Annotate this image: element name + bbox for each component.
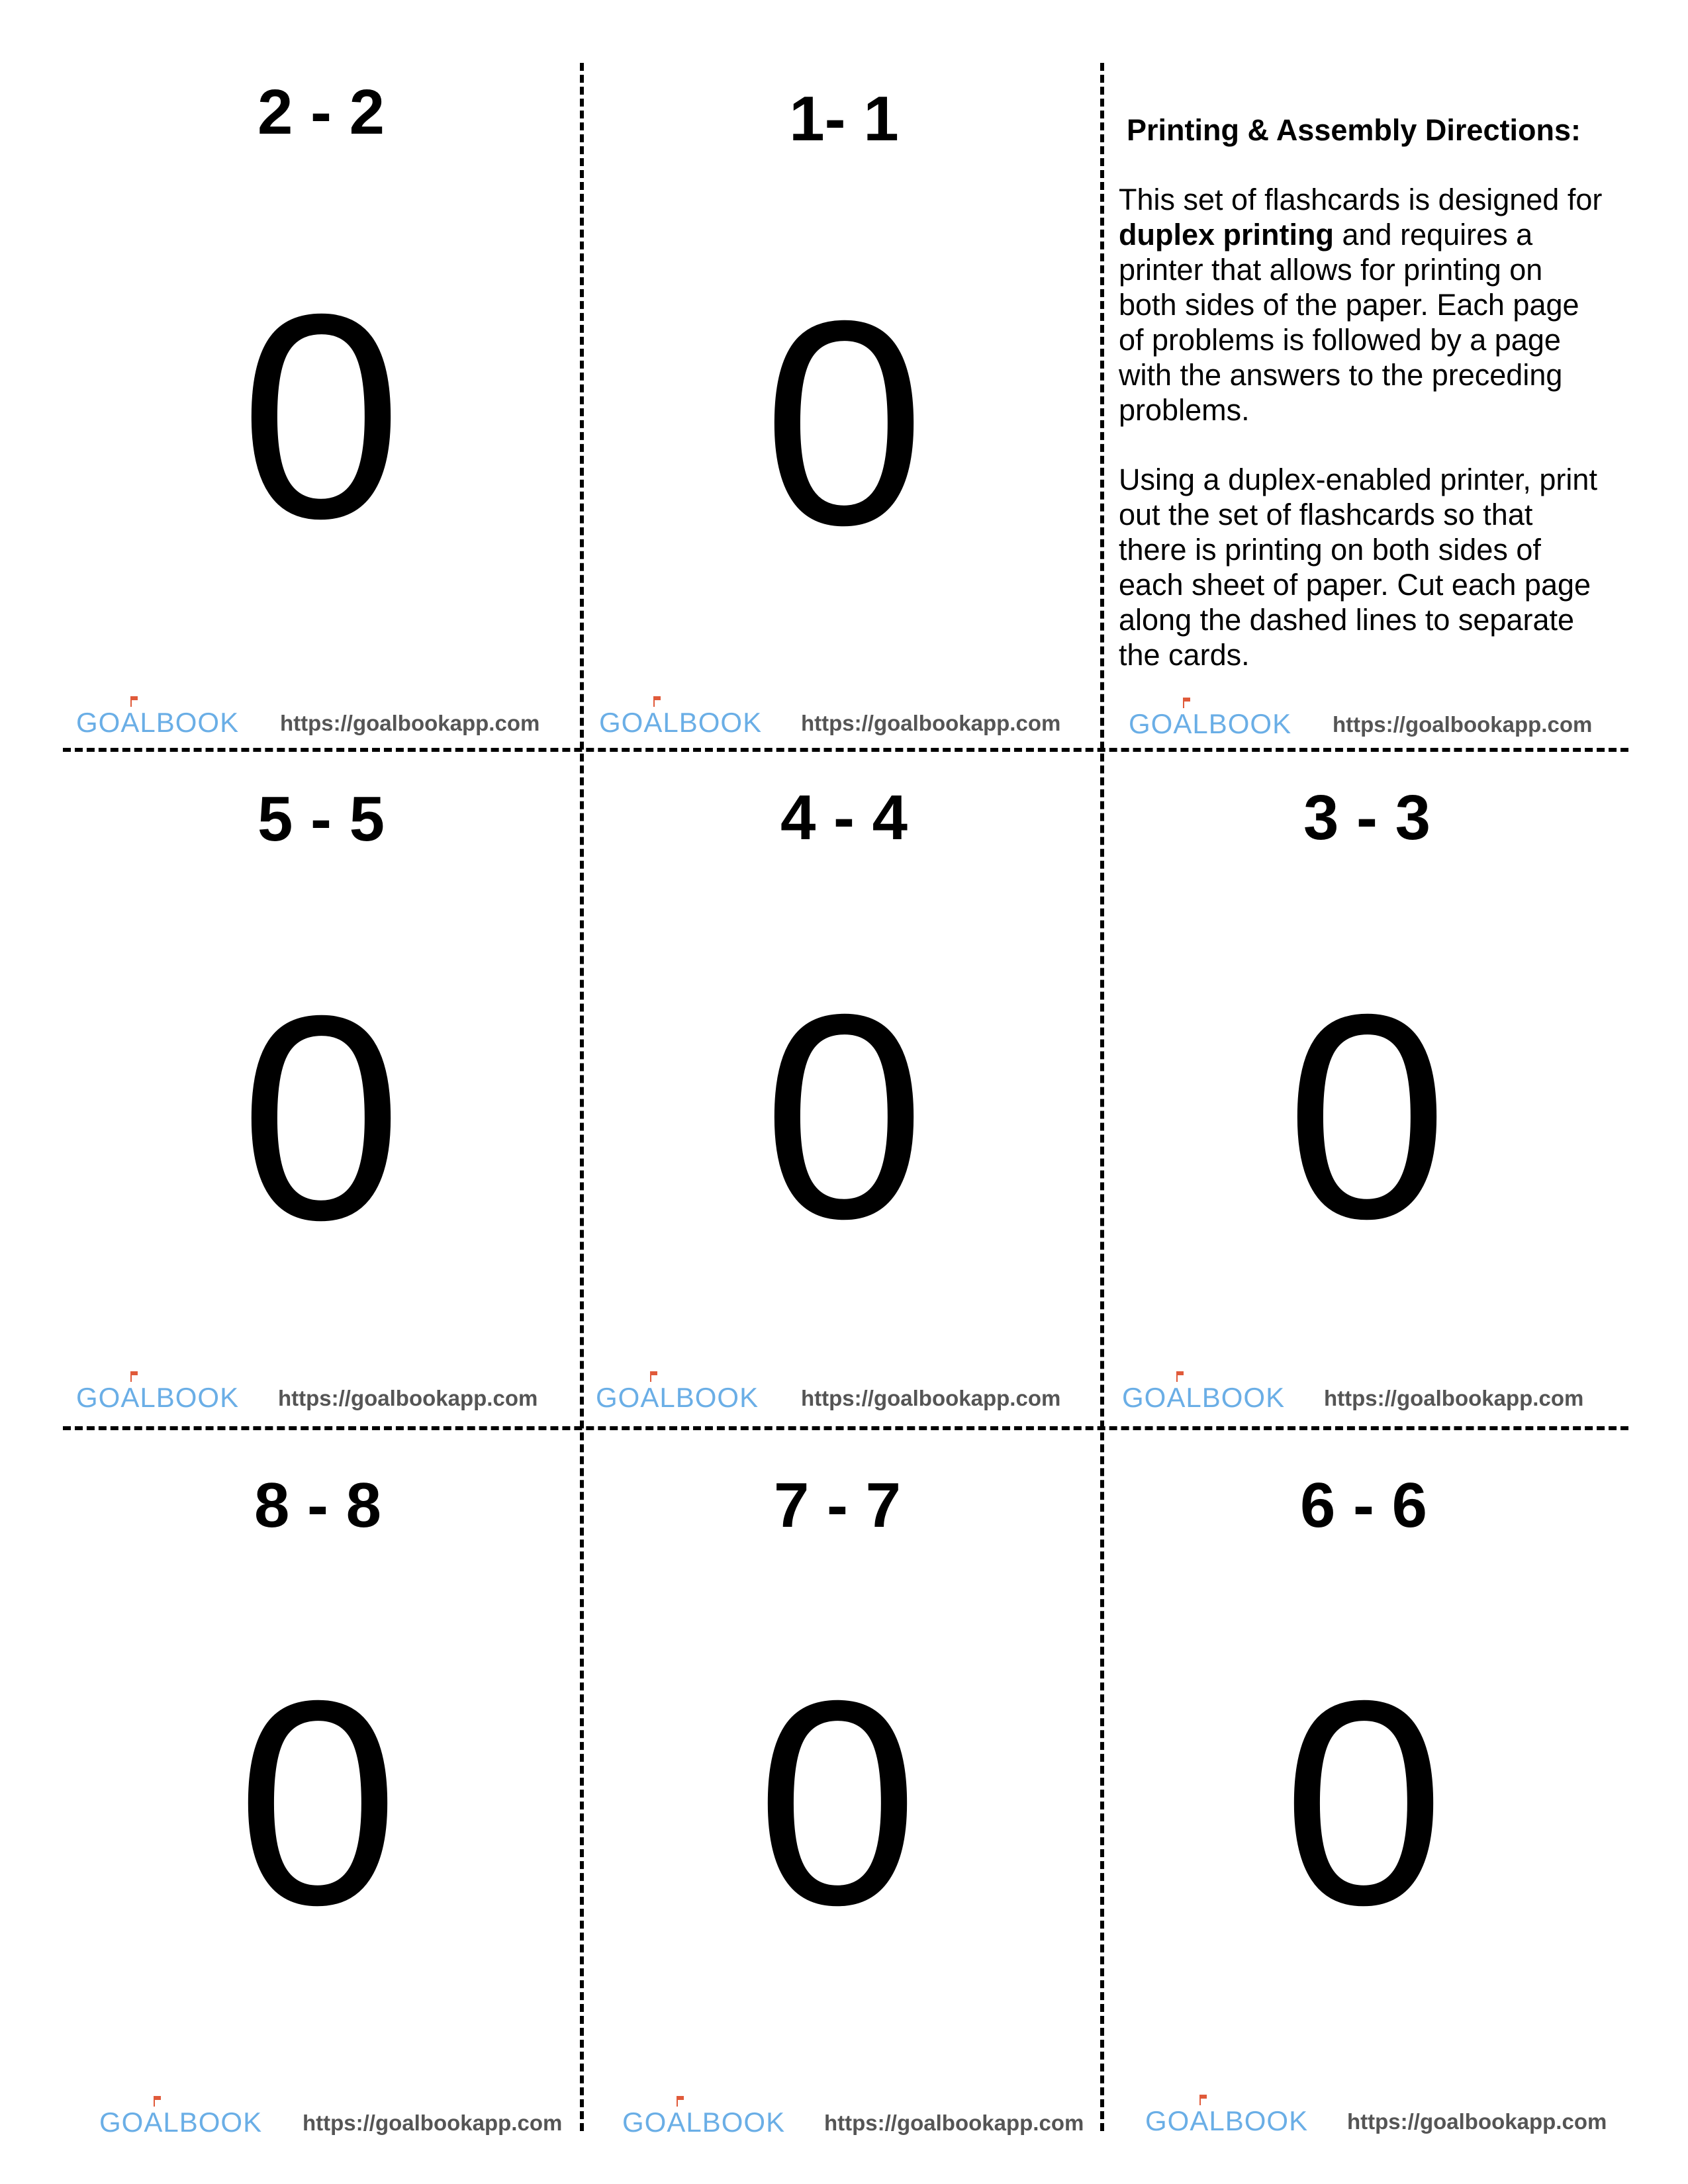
- website-url: https://goalbookapp.com: [303, 2111, 563, 2135]
- flag-icon: [650, 1371, 651, 1382]
- problem-text: 8 - 8: [254, 1470, 382, 1541]
- problem-text: 1- 1: [789, 83, 899, 154]
- website-url: https://goalbookapp.com: [278, 1386, 538, 1410]
- website-url: https://goalbookapp.com: [801, 711, 1061, 735]
- flag-icon: [154, 2096, 155, 2107]
- website-url: https://goalbookapp.com: [280, 711, 540, 735]
- flag-icon: [130, 1371, 132, 1382]
- card-footer: [60, 702, 583, 748]
- duplex-emphasis: duplex printing: [1119, 218, 1334, 251]
- answer-text: 0: [763, 954, 925, 1279]
- website-url: https://goalbookapp.com: [1347, 2109, 1607, 2134]
- flashcard: [60, 0, 583, 748]
- answer-text: 0: [240, 956, 402, 1281]
- goalbook-logo: GO ALBOOK: [599, 707, 762, 739]
- flashcard: [583, 0, 1105, 748]
- flag-icon: [130, 696, 132, 707]
- flashcard: [1105, 748, 1628, 1426]
- problem-text: 4 - 4: [780, 782, 908, 853]
- goalbook-logo: GO ALBOOK: [622, 2107, 785, 2138]
- website-url: https://goalbookapp.com: [1324, 1386, 1584, 1410]
- card-footer: [576, 2101, 1099, 2148]
- goalbook-logo: GO ALBOOK: [1145, 2105, 1308, 2137]
- goalbook-logo: GO ALBOOK: [596, 1382, 759, 1414]
- card-footer: [56, 2101, 579, 2148]
- goalbook-logo: GO ALBOOK: [76, 707, 239, 739]
- answer-text: 0: [240, 254, 402, 579]
- website-url: https://goalbookapp.com: [1333, 712, 1593, 737]
- problem-text: 3 - 3: [1303, 782, 1431, 853]
- card-footer: [60, 1377, 583, 1423]
- flashcard: [56, 1426, 579, 2154]
- flag-icon: [1183, 698, 1184, 708]
- goalbook-logo: GO ALBOOK: [1122, 1382, 1285, 1414]
- website-url: https://goalbookapp.com: [801, 1386, 1061, 1410]
- directions-title: Printing & Assembly Directions:: [1127, 113, 1581, 147]
- problem-text: 2 - 2: [257, 77, 385, 148]
- flashcard: [1102, 1426, 1625, 2154]
- card-footer: [1105, 1377, 1628, 1423]
- flag-icon: [1176, 1371, 1178, 1382]
- answer-text: 0: [756, 1641, 919, 1966]
- problem-text: 5 - 5: [257, 784, 385, 854]
- answer-text: 0: [1282, 1641, 1445, 1966]
- directions-paragraph: This set of flashcards is designed for duplex printing and requires a printer that allows for printing on both sides of the paper. Each page of problems is followed by a page with the answers to the preceding problems.: [1119, 183, 1603, 427]
- card-footer: [583, 702, 1105, 748]
- flag-icon: [1199, 2095, 1201, 2105]
- problem-text: 7 - 7: [773, 1470, 902, 1541]
- problem-text: 6 - 6: [1299, 1470, 1428, 1541]
- flag-icon: [653, 696, 655, 707]
- flag-icon: [677, 2096, 678, 2107]
- card-footer: [1112, 703, 1635, 749]
- flashcard: [60, 748, 583, 1426]
- goalbook-logo: GO ALBOOK: [76, 1382, 239, 1414]
- flashcard: [583, 748, 1105, 1426]
- flashcard: [576, 1426, 1099, 2154]
- goalbook-logo: GO ALBOOK: [99, 2107, 262, 2138]
- answer-text: 0: [236, 1641, 399, 1966]
- answer-text: 0: [763, 261, 925, 586]
- answer-text: 0: [1286, 954, 1448, 1279]
- website-url: https://goalbookapp.com: [824, 2111, 1084, 2135]
- directions-paragraph: Using a duplex-enabled printer, print out the set of flashcards so that there is printing on both sides of each sheet of paper. Cut each page along the dashed lines to separate the cards.: [1119, 463, 1597, 672]
- card-footer: [1102, 2100, 1625, 2146]
- goalbook-logo: GO ALBOOK: [1129, 708, 1291, 740]
- directions-card: [1119, 113, 1609, 707]
- card-footer: [583, 1377, 1105, 1423]
